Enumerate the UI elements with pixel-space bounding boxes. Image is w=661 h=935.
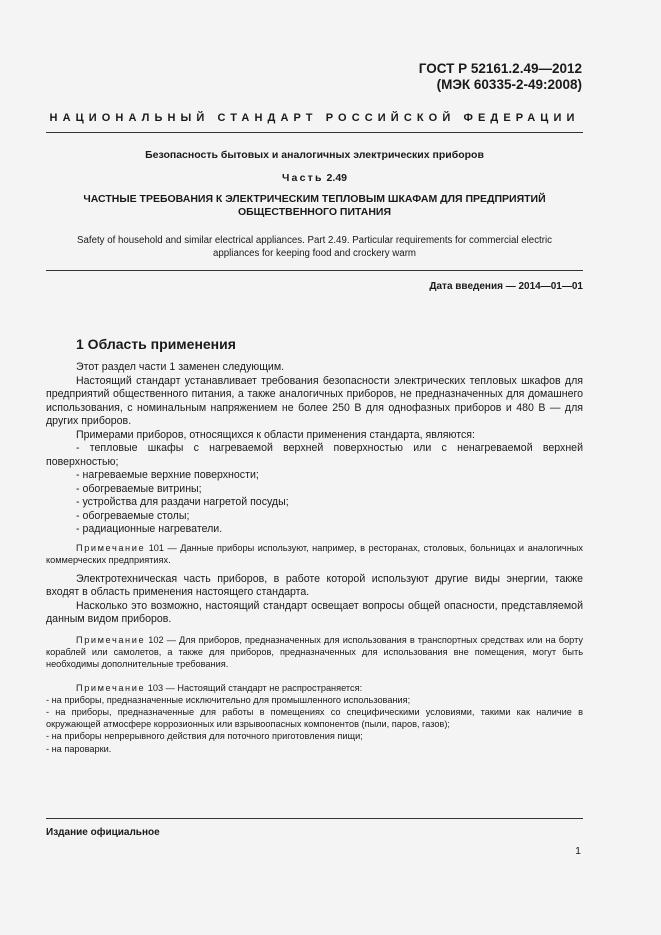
part-label: Часть	[281, 172, 324, 184]
note-label: Примечание	[76, 682, 146, 693]
note-list-item: - на пароварки.	[46, 743, 112, 754]
section-heading: 1 Область применения	[76, 336, 236, 352]
page-number: 1	[575, 845, 581, 857]
english-title-line: Safety of household and similar electrical appliances. Part 2.49. Particular requirements for commercial electric	[77, 235, 552, 246]
note-102	[46, 634, 583, 671]
iec-code: (МЭК 60335-2-49:2008)	[436, 77, 582, 92]
note-list-item: - на приборы, предназначенные для работы в помещениях со специфическими условиями, такими как наличие в окружающей атмосфере коррозионных или взрывоопасных компонентов (пыли, паров, газов);	[46, 706, 583, 730]
specific-title	[46, 193, 583, 219]
english-title-line: appliances for keeping food and crockery warm	[212, 248, 416, 259]
note-101	[46, 542, 583, 566]
note-list-item: - на приборы, предназначенные исключительно для промышленного использования;	[46, 694, 411, 705]
list-item: - радиационные нагреватели.	[76, 523, 223, 535]
list-item: - тепловые шкафы с нагреваемой верхней поверхностью или с ненагреваемой верхней поверхностью;	[46, 442, 583, 468]
note-text: 102 — Для приборов, предназначенных для использования в транспортных средствах или на борту кораблей или самолетов, а также для приборов, предназначенных для использования вне помещения, могут быть необходимы дополнительные требования.	[46, 634, 583, 670]
part-number: 2.49	[323, 172, 347, 184]
note-label: Примечание	[76, 634, 146, 645]
section-body	[46, 361, 583, 755]
paragraph: Примерами приборов, относящихся к области применения стандарта, являются:	[76, 428, 475, 441]
list-item: - обогреваемые столы;	[76, 509, 190, 522]
title-rule	[46, 270, 583, 271]
list-item: - устройства для раздачи нагретой посуды;	[76, 496, 289, 508]
effective-date: Дата введения — 2014—01—01	[429, 281, 583, 292]
paragraph: Электротехническая часть приборов, в работе которой используют другие виды энергии, также входят в область применения настоящего стандарта.	[46, 572, 583, 599]
specific-title-line: ЧАСТНЫЕ ТРЕБОВАНИЯ К ЭЛЕКТРИЧЕСКИМ ТЕПЛОВЫМ ШКАФАМ ДЛЯ ПРЕДПРИЯТИЙ	[83, 193, 546, 205]
note-text: 101 — Данные приборы используют, например, в ресторанах, столовых, больницах и аналогичных коммерческих предприятиях.	[46, 542, 583, 565]
national-standard-heading: НАЦИОНАЛЬНЫЙ СТАНДАРТ РОССИЙСКОЙ ФЕДЕРАЦИИ	[49, 112, 580, 124]
note-text: 103 — Настоящий стандарт не распространяется:	[145, 682, 363, 693]
part-title	[46, 172, 583, 184]
note-103	[46, 682, 583, 694]
list-item: - обогреваемые витрины;	[76, 482, 202, 495]
paragraph: Настоящий стандарт устанавливает требования безопасности электрических тепловых шкафов для предприятий общественного питания, а также аналогичных приборов, не предназначенных для домашнего использования, с номинальным напряжением не более 250 В для однофазных приборов и 480 В — для других приборов.	[46, 374, 583, 427]
english-title	[46, 234, 583, 260]
note-label: Примечание	[76, 542, 146, 553]
specific-title-line: ОБЩЕСТВЕННОГО ПИТАНИЯ	[237, 206, 392, 218]
note-list-item: - на приборы непрерывного действия для поточного приготовления пищи;	[46, 731, 363, 742]
list-item: - нагреваемые верхние поверхности;	[76, 469, 259, 481]
header-rule	[46, 132, 583, 133]
edition-label: Издание официальное	[46, 827, 160, 838]
paragraph: Насколько это возможно, настоящий стандарт освещает вопросы общей опасности, представляемой данным видом приборов.	[46, 599, 583, 626]
general-title: Безопасность бытовых и аналогичных электрических приборов	[145, 149, 484, 161]
footer-rule	[46, 818, 583, 819]
paragraph: Этот раздел части 1 заменен следующим.	[76, 361, 285, 373]
standard-code-block	[419, 61, 582, 93]
standard-code: ГОСТ Р 52161.2.49—2012	[418, 61, 582, 76]
